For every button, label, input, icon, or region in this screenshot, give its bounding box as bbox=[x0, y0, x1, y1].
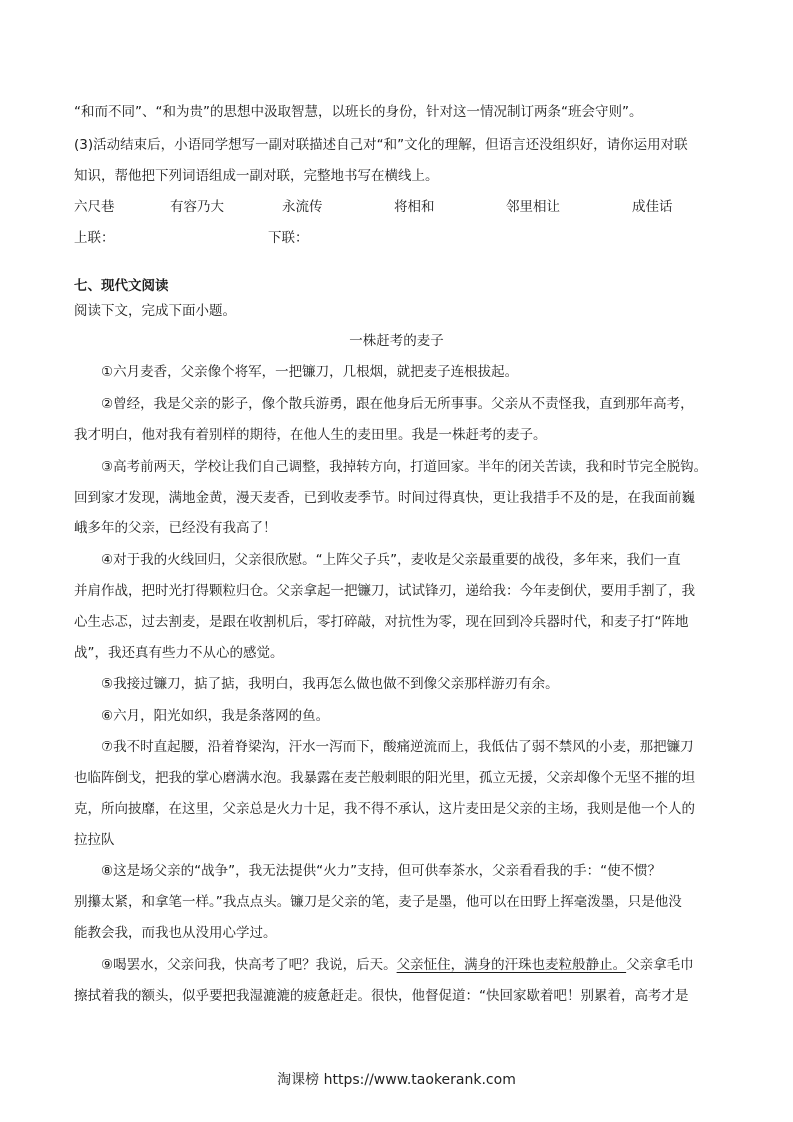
paragraph-2-line-2: 我才明白，他对我有着别样的期待，在他人生的麦田里。我是一株赶考的麦子。 bbox=[74, 427, 547, 443]
section-heading: 七、现代文阅读 bbox=[74, 278, 169, 294]
paragraph-7-line-1: ⑦我不时直起腰，沿着脊梁沟，汗水一泻而下，酸痛逆流而上，我低估了弱不禁风的小麦，那把镰刀 bbox=[101, 739, 694, 755]
paragraph-8-line-3: 能教会我，而我也从没用心学过。 bbox=[74, 925, 277, 941]
paragraph-3-line-3: 峨多年的父亲，已经没有我高了！ bbox=[74, 520, 277, 536]
word-option: 成佳话 bbox=[632, 199, 673, 215]
paragraph-7-line-4: 拉拉队 bbox=[74, 832, 115, 848]
couplet-upper-label: 上联： bbox=[74, 230, 115, 246]
paragraph-4-line-3: 心生忐忑，过去割麦，是跟在收割机后，零打碎敲，对抗性为零，现在回到冷兵器时代，和麦子打“阵地 bbox=[74, 614, 689, 630]
paragraph-8-line-2: 别攥太紧，和拿笔一样。”我点点头。镰刀是父亲的笔，麦子是墨，他可以在田野上挥毫泼墨，只是他没 bbox=[74, 894, 682, 910]
word-option: 邻里相让 bbox=[506, 199, 560, 215]
paragraph-4-line-2: 并肩作战，把时光打得颗粒归仓。父亲拿起一把镰刀，试试锋刃，递给我：今年麦倒伏，要用手割了，我 bbox=[74, 583, 695, 599]
paragraph-3-line-2: 回到家才发现，满地金黄，漫天麦香，已到收麦季节。时间过得真快，更让我措手不及的是，在我面前巍 bbox=[74, 490, 695, 506]
paragraph-9-line-2: 擦拭着我的额头，似乎要把我湿漉漉的疲惫赶走。很快，他督促道：“快回家歇着吧！别累着，高考才是 bbox=[74, 988, 689, 1004]
paragraph-4-line-1: ④对于我的火线回归，父亲很欣慰。“上阵父子兵”，麦收是父亲最重要的战役，多年来，我们一直 bbox=[101, 552, 681, 568]
paragraph-2-line-1: ②曾经，我是父亲的影子，像个散兵游勇，跟在他身后无所事事。父亲从不责怪我，直到那年高考， bbox=[101, 396, 694, 412]
article-title: 一株赶考的麦子 bbox=[349, 333, 444, 349]
paragraph-3-line-1: ③高考前两天，学校让我们自己调整，我掉转方向，打道回家。半年的闭关苦读，我和时节完全脱钩。 bbox=[101, 459, 708, 475]
paragraph-7-line-2: 也临阵倒戈，把我的掌心磨满水泡。我暴露在麦芒般刺眼的阳光里，孤立无援，父亲却像个无坚不摧的坦 bbox=[74, 770, 695, 786]
underlined-sentence: 父亲怔住，满身的汗珠也麦粒般静止。 bbox=[396, 957, 627, 973]
word-option: 六尺巷 bbox=[74, 199, 115, 215]
intro-line-1: “和而不同”、“和为贵”的思想中汲取智慧，以班长的身份，针对这一情况制订两条“班会守则”。 bbox=[74, 104, 643, 120]
couplet-lower-label: 下联： bbox=[268, 230, 309, 246]
paragraph-9-line-1 bbox=[101, 955, 694, 975]
word-options-row bbox=[0, 197, 793, 217]
paragraph-6: ⑥六月，阳光如织，我是条落网的鱼。 bbox=[101, 708, 330, 724]
word-option: 有容乃大 bbox=[170, 199, 224, 215]
paragraph-8-line-1: ⑧这是场父亲的“战争”，我无法提供“火力”支持，但可供奉茶水，父亲看看我的手：“使不惯？ bbox=[101, 863, 662, 879]
intro-line-3: 知识，帮他把下列词语组成一副对联，完整地书写在横线上。 bbox=[74, 168, 439, 184]
footer-watermark: 淘课榜 https://www.taokerank.com bbox=[277, 1072, 516, 1088]
paragraph-1: ①六月麦香，父亲像个将军，一把镰刀，几根烟，就把麦子连根拔起。 bbox=[101, 364, 519, 380]
paragraph-9-text-a: ⑨喝罢水，父亲问我，快高考了吧？我说，后天。 bbox=[101, 957, 397, 973]
word-option: 永流传 bbox=[282, 199, 323, 215]
paragraph-5: ⑤我接过镰刀，掂了掂，我明白，我再怎么做也做不到像父亲那样游刃有余。 bbox=[101, 676, 559, 692]
paragraph-9-text-c: 父亲拿毛巾 bbox=[626, 957, 694, 973]
intro-line-2: (3)活动结束后，小语同学想写一副对联描述自己对“和”文化的理解，但语言还没组织好，请你运用对联 bbox=[74, 137, 688, 153]
paragraph-4-line-4: 战”，我还真有些力不从心的感觉。 bbox=[74, 645, 284, 661]
paragraph-7-line-3: 克，所向披靡，在这里，父亲总是火力十足，我不得不承认，这片麦田是父亲的主场，我则是他一个人的 bbox=[74, 801, 695, 817]
word-option: 将相和 bbox=[394, 199, 435, 215]
section-instruction: 阅读下文，完成下面小题。 bbox=[74, 303, 236, 319]
